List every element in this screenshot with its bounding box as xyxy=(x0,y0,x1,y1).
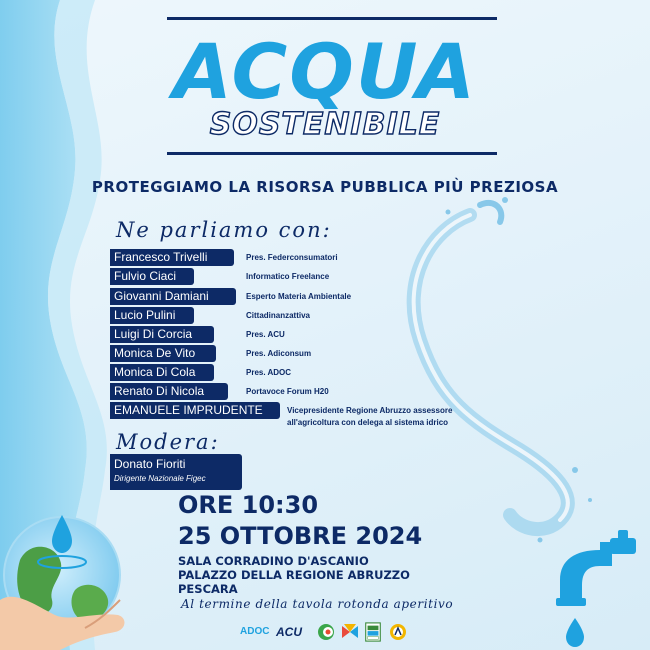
speaker-role: all'agricoltura con delega al sistema idrico xyxy=(287,418,449,427)
adiconsum-logo xyxy=(388,622,408,642)
speaker-name: Lucio Pulini xyxy=(110,307,194,324)
federconsumatori-logo xyxy=(316,622,336,642)
bottom-rule xyxy=(167,152,497,155)
venue-line: PALAZZO DELLA REGIONE ABRUZZO xyxy=(178,568,410,582)
moderator-name: Donato Fioriti xyxy=(114,457,186,471)
adoc-logo: ADOC xyxy=(240,626,270,637)
tagline: PROTEGGIAMO LA RISORSA PUBBLICA PIÙ PREZIOSA xyxy=(91,178,559,196)
moderator-box xyxy=(110,454,242,490)
cittadinanzattiva-logo xyxy=(340,622,360,642)
event-subtitle: SOSTENIBILE xyxy=(209,107,441,142)
speaker-name: Monica De Vito xyxy=(110,345,216,362)
speaker-name: Francesco Trivelli xyxy=(110,249,234,266)
speaker-role: Pres. Adiconsum xyxy=(246,349,312,358)
event-date: 25 OTTOBRE 2024 xyxy=(178,522,423,550)
venue-line: SALA CORRADINO D'ASCANIO xyxy=(178,554,369,568)
speaker-role: Cittadinanzattiva xyxy=(246,311,311,320)
speaker-name: Fulvio Ciaci xyxy=(110,268,194,285)
regione-abruzzo-logo xyxy=(364,622,382,642)
speaker-role: Informatico Freelance xyxy=(246,272,330,281)
speaker-role: Esperto Materia Ambientale xyxy=(246,292,352,301)
moderator-heading: Modera: xyxy=(116,430,220,454)
sponsor-logos xyxy=(240,622,415,644)
faucet-icon xyxy=(556,530,636,647)
speaker-role: Pres. ADOC xyxy=(246,368,292,377)
speaker-name: Luigi Di Corcia xyxy=(110,326,214,343)
event-time: ORE 10:30 xyxy=(178,491,319,519)
speaker-name: EMANUELE IMPRUDENTE xyxy=(110,402,280,419)
event-title: ACQUA xyxy=(173,27,477,116)
moderator-role: Dirigente Nazionale Figec xyxy=(114,474,206,483)
venue-line: PESCARA xyxy=(178,582,238,596)
top-rule xyxy=(167,17,497,20)
speaker-role: Pres. ACU xyxy=(246,330,285,339)
speaker-role: Portavoce Forum H20 xyxy=(246,387,329,396)
water-splash-illustration xyxy=(414,197,592,543)
acu-logo: ACU xyxy=(276,625,302,639)
speaker-name: Renato Di Nicola xyxy=(110,383,228,400)
speaker-name: Monica Di Cola xyxy=(110,364,214,381)
speaker-role: Vicepresidente Regione Abruzzo assessore xyxy=(287,406,453,415)
globe-hands-illustration xyxy=(0,515,124,650)
speakers-heading: Ne parliamo con: xyxy=(116,218,332,242)
speaker-name: Giovanni Damiani xyxy=(110,288,236,305)
speaker-role: Pres. Federconsumatori xyxy=(246,253,338,262)
aperitivo-note: Al termine della tavola rotonda aperitivo xyxy=(181,597,454,611)
